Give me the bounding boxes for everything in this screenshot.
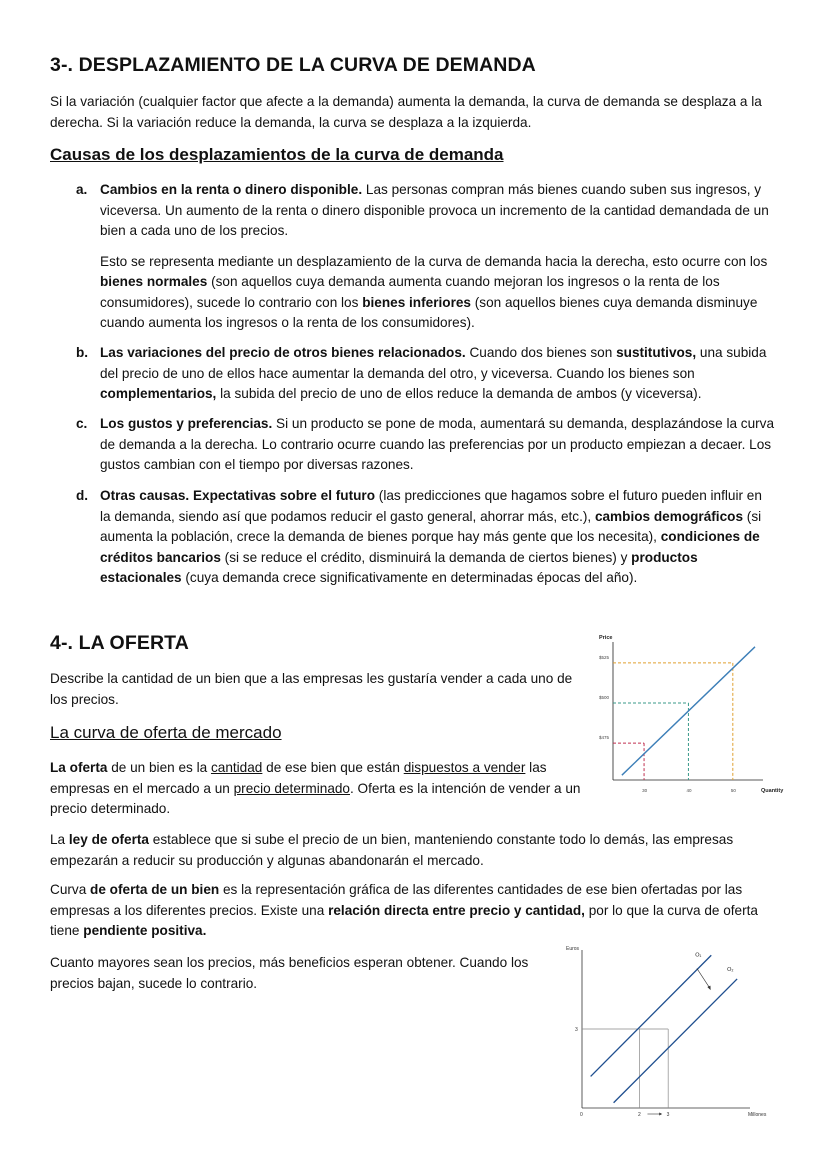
- origin-label: 0: [580, 1112, 583, 1118]
- ley-de-oferta-paragraph: La ley de oferta establece que si sube el precio de un bien, manteniendo constante todo lo demás, las empresas empezarán a reducir su producción y algunas abandonarán el mercado.: [50, 832, 734, 868]
- section3-heading: 3-. DESPLAZAMIENTO DE LA CURVA DE DEMANDA: [50, 54, 536, 76]
- list-item-c: [50, 414, 775, 476]
- list-marker: d.: [76, 488, 89, 503]
- supply-shift-chart: [560, 940, 780, 1120]
- section4-heading: 4-. LA OFERTA: [50, 632, 189, 654]
- curva-oferta-paragraph: Curva de oferta de un bien es la representación gráfica de las diferentes cantidades de ese bien ofertadas por las empresas a los diferentes precios. Existe una relación directa entre precio y cantidad, por lo que la curva de oferta tiene pendiente positiva.: [50, 882, 758, 938]
- x-axis-label: Millones: [748, 1112, 767, 1118]
- list-marker: c.: [76, 416, 88, 431]
- y-tick-label: $500: [599, 694, 610, 700]
- x-tick-label: 3: [666, 1112, 670, 1118]
- item-b-lead: Las variaciones del precio de otros bienes relacionados.: [100, 345, 466, 360]
- oferta-definition: La oferta de un bien es la cantidad de ese bien que están dispuestos a vender las empresas en el mercado a un precio determinado. Oferta es la intención de vender a un precio determinado.: [50, 760, 581, 816]
- y-axis-label: Price: [599, 635, 613, 641]
- term-bienes-normales: bienes normales: [100, 274, 208, 289]
- item-d-paragraph: Otras causas. Expectativas sobre el futuro (las predicciones que hagamos sobre el futuro pueden influir en la demanda, siendo así que podamos reducir el gasto general, ahorrar más, etc.), cambios demográficos (si aumenta la población, crece la demanda de bienes porque hay más gente que los necesita), condiciones de créditos bancarios (si se reduce el crédito, disminuirá la demanda de ciertos bienes) y productos estacionales (cuya demanda crece significativamente en determinadas épocas del año).: [100, 488, 762, 585]
- list-item-d: [50, 486, 775, 589]
- x-tick-label: 2: [637, 1112, 641, 1118]
- item-b-paragraph: Las variaciones del precio de otros bienes relacionados. Cuando dos bienes son sustitutivos, una subida del precio de uno de ellos hace aumentar la demanda del otro, y viceversa. Cuando los bienes son complementarios, la subida del precio de uno de ellos reduce la demanda de ambos (y viceversa).: [100, 345, 767, 401]
- supply-line-1: [591, 955, 712, 1076]
- supply-chart: [585, 628, 800, 808]
- shift-arrow-line: [697, 968, 710, 988]
- item-a-lead: Cambios en la renta o dinero disponible.: [100, 182, 363, 197]
- y-tick-label: 3: [575, 1027, 578, 1033]
- y-axis-label: Euros: [566, 946, 580, 952]
- y-tick-label: $525: [599, 654, 610, 660]
- series-label: O₂: [727, 966, 734, 973]
- list-item-b: [50, 343, 775, 405]
- section4-intro: Describe la cantidad de un bien que a las empresas les gustaría vender a cada uno de los precios.: [50, 671, 573, 707]
- item-c-lead: Los gustos y preferencias.: [100, 416, 273, 431]
- arrow-head-icon: [659, 1113, 662, 1116]
- x-tick-label: 50: [730, 788, 736, 793]
- arrow-head-icon: [707, 986, 710, 991]
- supply-line-2: [614, 979, 738, 1103]
- section3-intro: Si la variación (cualquier factor que afecte a la demanda) aumenta la demanda, la curva de demanda se desplaza a la derecha. Si la variación reduce la demanda, la curva se desplaza a la izquierda.: [50, 94, 762, 130]
- item-a-paragraph: Cambios en la renta o dinero disponible. Las personas compran más bienes cuando suben sus ingresos, y viceversa. Un aumento de la renta o dinero disponible provoca un incremento de la cantidad demandada de un bien a cada uno de los precios.: [100, 182, 769, 238]
- precios-paragraph: Cuanto mayores sean los precios, más beneficios esperan obtener. Cuando los precios bajan, sucede lo contrario.: [50, 955, 529, 991]
- series-label: O₁: [695, 952, 702, 959]
- item-a-paragraph-2: Esto se representa mediante un desplazamiento de la curva de demanda hacia la derecha, esto ocurre con los bienes normales (son aquellos cuya demanda aumenta cuando mejoran los ingresos o la renta de los consumidores), sucede lo contrario con los bienes inferiores (son aquellos bienes cuya demanda disminuye cuando aumenta los ingresos o la renta de los consumidores).: [100, 253, 768, 330]
- section4-subheading: La curva de oferta de mercado: [50, 723, 282, 742]
- item-d-lead: Otras causas. Expectativas sobre el futuro: [100, 488, 376, 503]
- x-tick-label: 30: [642, 788, 648, 793]
- x-tick-label: 40: [686, 788, 692, 793]
- list-item-a: [50, 180, 775, 334]
- x-axis-label: Quantity: [761, 788, 784, 794]
- y-tick-label: $475: [599, 735, 610, 741]
- term-bienes-inferiores: bienes inferiores: [362, 294, 471, 310]
- list-marker: a.: [76, 182, 88, 197]
- section3-subheading: Causas de los desplazamientos de la curva de demanda: [50, 145, 504, 164]
- list-marker: b.: [76, 345, 89, 360]
- item-c-paragraph: Los gustos y preferencias. Si un producto se pone de moda, aumentará su demanda, desplazándose la curva de demanda a la derecha. Lo contrario ocurre cuando las preferencias por un producto empiezan a decaer. Los gustos cambian con el tiempo por diversas razones.: [100, 416, 775, 472]
